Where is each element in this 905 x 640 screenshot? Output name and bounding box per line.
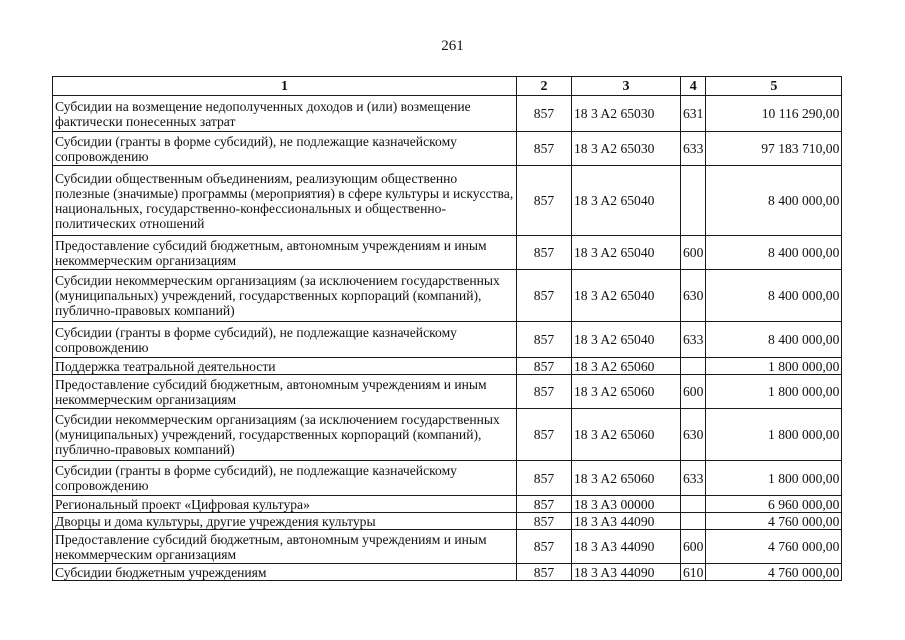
row-vr-cell <box>681 496 706 513</box>
row-name-cell: Субсидии (гранты в форме субсидий), не подлежащие казначейскому сопровождению <box>53 132 517 166</box>
row-vr-cell: 633 <box>681 132 706 166</box>
table-row <box>53 358 842 375</box>
row-vr-cell <box>681 166 706 236</box>
row-vr-cell: 600 <box>681 530 706 564</box>
row-adm-cell: 857 <box>517 166 572 236</box>
row-name-cell: Субсидии (гранты в форме субсидий), не подлежащие казначейскому сопровождению <box>53 461 517 496</box>
row-csr-cell: 18 3 A2 65060 <box>572 375 681 409</box>
row-csr-cell: 18 3 A3 44090 <box>572 513 681 530</box>
row-name-cell: Субсидии на возмещение недополученных доходов и (или) возмещение фактически понесенных затрат <box>53 96 517 132</box>
row-sum-cell: 1 800 000,00 <box>706 375 842 409</box>
row-csr-cell: 18 3 A2 65060 <box>572 409 681 461</box>
row-vr-cell: 633 <box>681 322 706 358</box>
row-sum-cell: 10 116 290,00 <box>706 96 842 132</box>
row-name-cell: Предоставление субсидий бюджетным, автономным учреждениям и иным некоммерческим организациям <box>53 530 517 564</box>
row-csr-cell: 18 3 A2 65040 <box>572 270 681 322</box>
table-row <box>53 375 842 409</box>
row-adm-cell: 857 <box>517 270 572 322</box>
table-row <box>53 96 842 132</box>
row-csr-cell: 18 3 A2 65040 <box>572 322 681 358</box>
row-name-cell: Предоставление субсидий бюджетным, автономным учреждениям и иным некоммерческим организациям <box>53 375 517 409</box>
row-adm-cell: 857 <box>517 322 572 358</box>
row-adm-cell: 857 <box>517 461 572 496</box>
row-sum-cell: 8 400 000,00 <box>706 236 842 270</box>
row-sum-cell: 1 800 000,00 <box>706 409 842 461</box>
row-csr-cell: 18 3 A2 65030 <box>572 132 681 166</box>
row-adm-cell: 857 <box>517 236 572 270</box>
row-adm-cell: 857 <box>517 530 572 564</box>
row-csr-cell: 18 3 A3 44090 <box>572 530 681 564</box>
row-csr-cell: 18 3 A2 65060 <box>572 461 681 496</box>
row-sum-cell: 97 183 710,00 <box>706 132 842 166</box>
row-name-cell: Поддержка театральной деятельности <box>53 358 517 375</box>
row-vr-cell <box>681 358 706 375</box>
row-name-cell: Дворцы и дома культуры, другие учреждения культуры <box>53 513 517 530</box>
column-header-adm: 2 <box>517 77 572 96</box>
row-name-cell: Субсидии (гранты в форме субсидий), не подлежащие казначейскому сопровождению <box>53 322 517 358</box>
row-sum-cell: 8 400 000,00 <box>706 166 842 236</box>
row-csr-cell: 18 3 A3 44090 <box>572 564 681 581</box>
table-row <box>53 132 842 166</box>
table-row <box>53 409 842 461</box>
row-vr-cell: 631 <box>681 96 706 132</box>
row-adm-cell: 857 <box>517 96 572 132</box>
table-header-row <box>53 77 842 96</box>
row-csr-cell: 18 3 A3 00000 <box>572 496 681 513</box>
row-adm-cell: 857 <box>517 496 572 513</box>
row-sum-cell: 1 800 000,00 <box>706 461 842 496</box>
row-sum-cell: 4 760 000,00 <box>706 513 842 530</box>
row-adm-cell: 857 <box>517 358 572 375</box>
row-vr-cell: 633 <box>681 461 706 496</box>
column-header-name: 1 <box>53 77 517 96</box>
column-header-vr: 4 <box>681 77 706 96</box>
row-csr-cell: 18 3 A2 65030 <box>572 96 681 132</box>
row-name-cell: Региональный проект «Цифровая культура» <box>53 496 517 513</box>
row-sum-cell: 4 760 000,00 <box>706 530 842 564</box>
row-adm-cell: 857 <box>517 132 572 166</box>
row-adm-cell: 857 <box>517 409 572 461</box>
row-name-cell: Предоставление субсидий бюджетным, автономным учреждениям и иным некоммерческим организациям <box>53 236 517 270</box>
row-name-cell: Субсидии бюджетным учреждениям <box>53 564 517 581</box>
row-vr-cell: 610 <box>681 564 706 581</box>
row-vr-cell: 600 <box>681 375 706 409</box>
row-csr-cell: 18 3 A2 65040 <box>572 236 681 270</box>
row-sum-cell: 1 800 000,00 <box>706 358 842 375</box>
column-header-sum: 5 <box>706 77 842 96</box>
table-row <box>53 322 842 358</box>
table-row <box>53 236 842 270</box>
table-row <box>53 166 842 236</box>
row-name-cell: Субсидии общественным объединениям, реализующим общественно полезные (значимые) программы (мероприятия) в сфере культуры и искусства, национальных, государственно-конфессиональных и общественно-политических отношений <box>53 166 517 236</box>
row-adm-cell: 857 <box>517 375 572 409</box>
table-row <box>53 461 842 496</box>
row-vr-cell <box>681 513 706 530</box>
column-header-csr: 3 <box>572 77 681 96</box>
budget-table <box>52 76 842 581</box>
table-row <box>53 564 842 581</box>
row-vr-cell: 600 <box>681 236 706 270</box>
table-row <box>53 270 842 322</box>
row-csr-cell: 18 3 A2 65060 <box>572 358 681 375</box>
row-vr-cell: 630 <box>681 409 706 461</box>
row-sum-cell: 4 760 000,00 <box>706 564 842 581</box>
row-sum-cell: 8 400 000,00 <box>706 322 842 358</box>
row-sum-cell: 8 400 000,00 <box>706 270 842 322</box>
page-number: 261 <box>441 38 464 54</box>
row-adm-cell: 857 <box>517 564 572 581</box>
row-csr-cell: 18 3 A2 65040 <box>572 166 681 236</box>
table-row <box>53 530 842 564</box>
table-row <box>53 496 842 513</box>
row-name-cell: Субсидии некоммерческим организациям (за исключением государственных (муниципальных) учреждений, государственных корпораций (компаний), публично-правовых компаний) <box>53 270 517 322</box>
row-name-cell: Субсидии некоммерческим организациям (за исключением государственных (муниципальных) учреждений, государственных корпораций (компаний), публично-правовых компаний) <box>53 409 517 461</box>
row-vr-cell: 630 <box>681 270 706 322</box>
row-sum-cell: 6 960 000,00 <box>706 496 842 513</box>
row-adm-cell: 857 <box>517 513 572 530</box>
table-row <box>53 513 842 530</box>
